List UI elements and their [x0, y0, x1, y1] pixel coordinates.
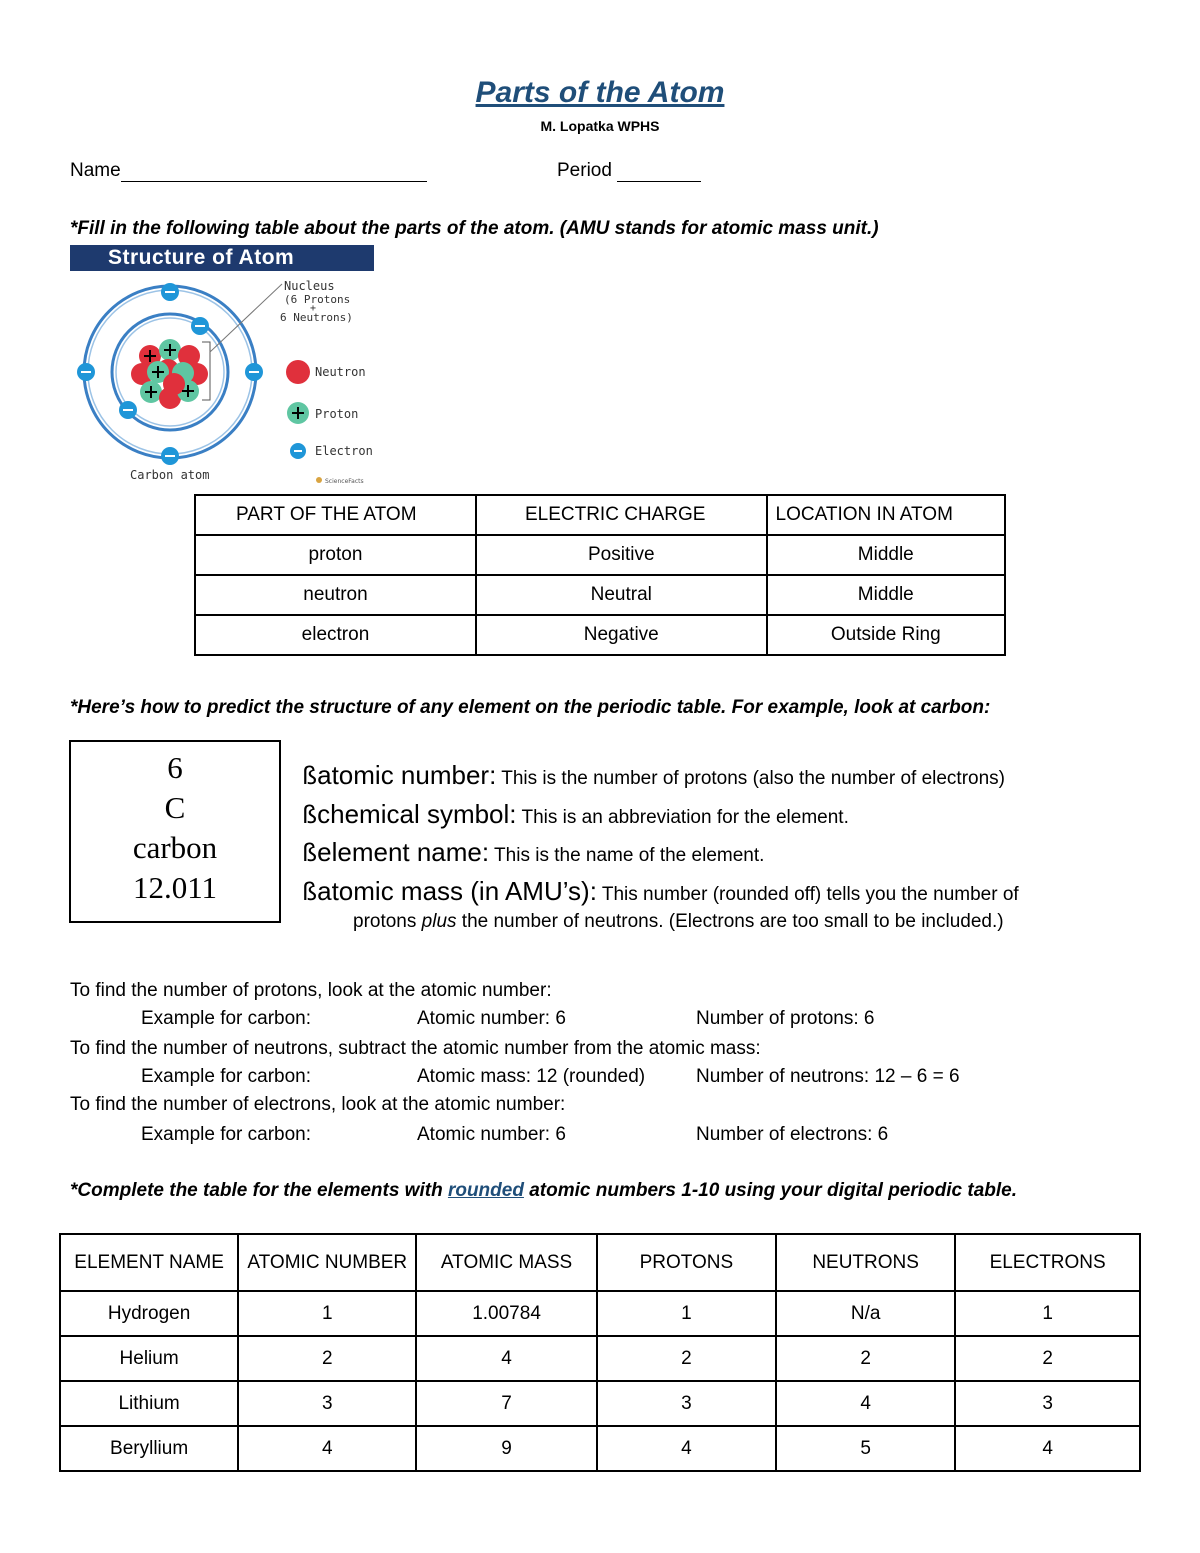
table-cell[interactable]: N/a: [776, 1291, 955, 1336]
table-cell[interactable]: Positive: [476, 535, 767, 575]
card-name: carbon: [132, 830, 218, 865]
nucleus-label: Nucleus: [284, 279, 335, 293]
column-header: LOCATION IN ATOM: [767, 495, 1005, 535]
author-line: M. Lopatka WPHS: [540, 118, 660, 134]
atom-diagram: [70, 272, 380, 490]
table-cell[interactable]: Middle: [767, 575, 1005, 615]
table-row: [60, 1426, 1140, 1471]
table-cell[interactable]: 3: [597, 1381, 776, 1426]
table-cell[interactable]: 3: [955, 1381, 1140, 1426]
table-header-row: [195, 495, 1005, 535]
table-cell[interactable]: electron: [195, 615, 476, 655]
table-cell[interactable]: 9: [416, 1426, 596, 1471]
parts-table: [194, 494, 1006, 656]
table-cell[interactable]: 7: [416, 1381, 596, 1426]
fill-instructions: *Fill in the following table about the parts of the atom. (AMU stands for atomic mass unit.): [70, 218, 879, 239]
step-result: Number of protons: 6: [696, 1008, 875, 1029]
step-result: Number of neutrons: 12 – 6 = 6: [696, 1066, 960, 1087]
period-field[interactable]: [557, 160, 701, 182]
step-example-label: Example for carbon:: [141, 1124, 312, 1145]
table-cell[interactable]: 1.00784: [416, 1291, 596, 1336]
instr-text: *Complete the table for the elements with: [70, 1180, 448, 1201]
atom-caption: Carbon atom: [130, 468, 210, 482]
table-cell[interactable]: Negative: [476, 615, 767, 655]
column-header: ELEMENT NAME: [60, 1234, 238, 1291]
nucleus-neutrons: 6 Neutrons): [280, 311, 353, 324]
column-header: ELECTRIC CHARGE: [476, 495, 767, 535]
table-row: [195, 615, 1005, 655]
table-row: [195, 575, 1005, 615]
column-header: PART OF THE ATOM: [195, 495, 476, 535]
period-blank[interactable]: [617, 163, 701, 182]
bullet-glyph: ß: [302, 801, 318, 829]
table-header-row: [60, 1234, 1140, 1291]
card-atomic-number: 6: [167, 750, 183, 785]
table-cell[interactable]: 4: [955, 1426, 1140, 1471]
table-cell[interactable]: 2: [776, 1336, 955, 1381]
nucleus-protons: (6 Protons: [284, 293, 351, 306]
element-card: [69, 740, 281, 923]
step-electrons-heading: To find the number of electrons, look at the atomic number:: [70, 1094, 566, 1115]
table-cell[interactable]: Outside Ring: [767, 615, 1005, 655]
table-cell[interactable]: neutron: [195, 575, 476, 615]
legend-proton-label: Proton: [315, 407, 359, 421]
definition-term: element name:: [317, 837, 490, 867]
step-protons-heading: To find the number of protons, look at the atomic number:: [70, 980, 552, 1001]
column-header: ATOMIC MASS: [416, 1234, 596, 1291]
cont-text: protons: [353, 911, 422, 932]
table-cell[interactable]: 1: [238, 1291, 416, 1336]
nucleus: [131, 339, 208, 409]
step-middle-value: Atomic mass: 12 (rounded): [417, 1066, 646, 1087]
definition-atomic-mass: [302, 876, 1019, 907]
column-header: PROTONS: [597, 1234, 776, 1291]
credit-logo: [316, 477, 322, 483]
table-cell[interactable]: 3: [238, 1381, 416, 1426]
table-row: [195, 535, 1005, 575]
step-middle-value: Atomic number: 6: [417, 1008, 566, 1029]
card-mass: 12.011: [132, 870, 218, 905]
definition-term: atomic mass (in AMU’s):: [317, 876, 597, 906]
definition-chemical-symbol: [302, 799, 849, 830]
table-row: [60, 1291, 1140, 1336]
column-header: NEUTRONS: [776, 1234, 955, 1291]
name-label: Name: [70, 160, 121, 181]
table-cell[interactable]: Hydrogen: [60, 1291, 238, 1336]
table-cell[interactable]: Neutral: [476, 575, 767, 615]
column-header: ELECTRONS: [955, 1234, 1140, 1291]
nucleus-plus: +: [310, 303, 317, 314]
table-cell[interactable]: 4: [597, 1426, 776, 1471]
table-cell[interactable]: Lithium: [60, 1381, 238, 1426]
credit-text: ScienceFacts: [325, 478, 364, 485]
table-cell[interactable]: 2: [238, 1336, 416, 1381]
table-cell[interactable]: Helium: [60, 1336, 238, 1381]
cont-italic: plus: [421, 911, 457, 932]
step-result: Number of electrons: 6: [696, 1124, 889, 1145]
bullet-glyph: ß: [302, 762, 318, 790]
diagram-banner: Structure of Atom: [70, 245, 374, 271]
column-header: ATOMIC NUMBER: [238, 1234, 416, 1291]
step-middle-value: Atomic number: 6: [417, 1124, 566, 1145]
table-cell[interactable]: 2: [597, 1336, 776, 1381]
definition-text: This number (rounded off) tells you the number of: [596, 884, 1019, 905]
predict-instructions: *Here’s how to predict the structure of any element on the periodic table. For example, look at carbon:: [70, 697, 991, 718]
definition-text: This is an abbreviation for the element.: [516, 807, 849, 828]
table-cell[interactable]: 1: [597, 1291, 776, 1336]
page-title: Parts of the Atom: [475, 76, 725, 109]
table-cell[interactable]: 1: [955, 1291, 1140, 1336]
definition-term: atomic number:: [317, 760, 497, 790]
definition-text: This is the name of the element.: [489, 845, 765, 866]
cont-text: the number of neutrons. (Electrons are too small to be included.): [456, 911, 1004, 932]
instr-text: atomic numbers 1-10 using your digital periodic table.: [523, 1180, 1017, 1201]
table-cell[interactable]: 4: [776, 1381, 955, 1426]
definition-term: chemical symbol:: [317, 799, 517, 829]
rounded-emphasis: rounded: [447, 1180, 524, 1201]
table-cell[interactable]: 4: [238, 1426, 416, 1471]
table-cell[interactable]: 5: [776, 1426, 955, 1471]
table-cell[interactable]: 4: [416, 1336, 596, 1381]
step-neutrons-heading: To find the number of neutrons, subtract the atomic number from the atomic mass:: [70, 1038, 761, 1059]
table-cell[interactable]: Middle: [767, 535, 1005, 575]
legend-neutron-label: Neutron: [315, 365, 366, 379]
definition-element-name: [302, 837, 764, 868]
period-label: Period: [557, 160, 612, 181]
legend-electron-label: Electron: [315, 444, 373, 458]
complete-instructions: [70, 1180, 1017, 1202]
bullet-glyph: ß: [302, 839, 318, 867]
table-cell[interactable]: 2: [955, 1336, 1140, 1381]
table-cell[interactable]: proton: [195, 535, 476, 575]
element-table: [59, 1233, 1141, 1472]
definition-text: This is the number of protons (also the number of electrons): [496, 768, 1005, 789]
table-row: [60, 1381, 1140, 1426]
name-blank[interactable]: [121, 163, 427, 182]
table-cell[interactable]: Beryllium: [60, 1426, 238, 1471]
step-example-label: Example for carbon:: [141, 1008, 312, 1029]
step-example-label: Example for carbon:: [141, 1066, 312, 1087]
name-field[interactable]: [70, 160, 427, 182]
definition-atomic-number: [302, 760, 1005, 791]
legend-neutron-swatch: [286, 360, 310, 384]
bullet-glyph: ß: [302, 878, 318, 906]
table-row: [60, 1336, 1140, 1381]
card-symbol: C: [164, 790, 186, 825]
definition-atomic-mass-cont: [353, 911, 1004, 933]
